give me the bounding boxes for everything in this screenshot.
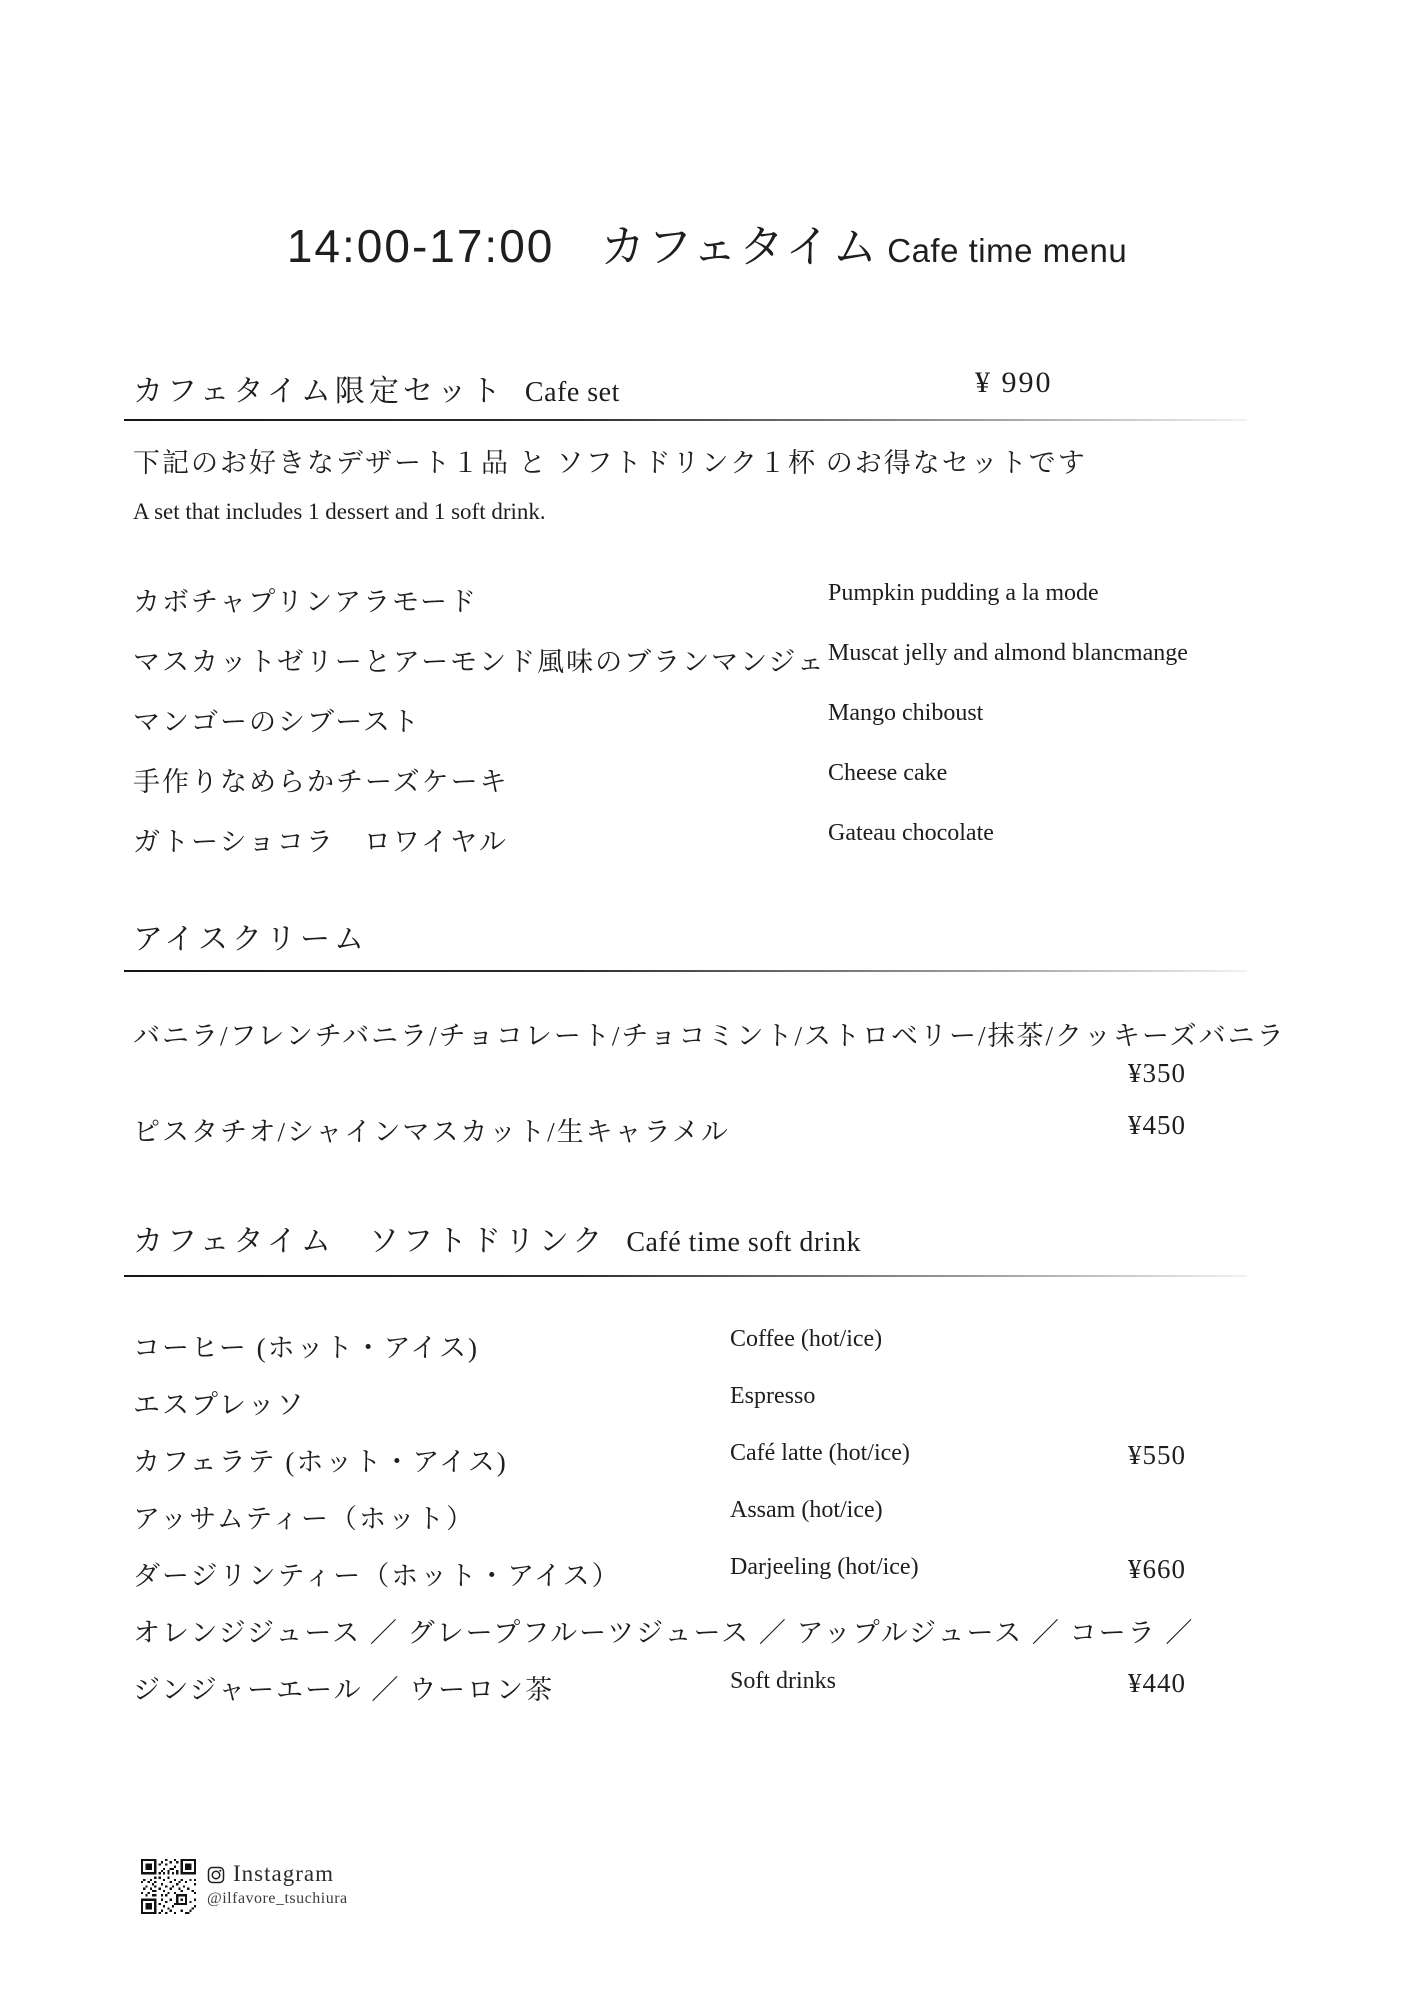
drink-row [133, 1611, 1283, 1668]
drink-name-jp: カフェラテ (ホット・アイス) [133, 1447, 508, 1477]
dessert-row [133, 580, 1283, 640]
ice-cream-heading [133, 914, 368, 958]
cafe-set-description-en: A set that includes 1 dessert and 1 soft drink. [133, 499, 546, 524]
drink-row [133, 1383, 1283, 1440]
drink-name-jp: ダージリンティー（ホット・アイス） [133, 1561, 621, 1591]
drink-name-jp: コーヒー (ホット・アイス) [133, 1333, 479, 1363]
section-divider [124, 970, 1247, 972]
drink-name-en: Coffee (hot/ice) [730, 1326, 883, 1352]
dessert-name-jp: カボチャプリンアラモード [133, 587, 479, 617]
drink-row [133, 1440, 1283, 1497]
cafe-set-heading-en: Cafe set [524, 377, 620, 408]
title-time-range: 14:00-17:00 [286, 220, 555, 272]
drink-row [133, 1326, 1283, 1383]
dessert-name-en: Mango chiboust [828, 700, 984, 726]
cafe-set-heading [133, 366, 1283, 410]
ice-cream-price2: ¥450 [1128, 1110, 1186, 1140]
dessert-name-jp: マスカットゼリーとアーモンド風味のブランマンジェ [133, 647, 826, 677]
drink-name-en: Espresso [730, 1383, 816, 1409]
drink-row [133, 1554, 1283, 1611]
dessert-row [133, 760, 1283, 820]
cafe-set-dessert-list [133, 580, 1283, 880]
dessert-name-en: Pumpkin pudding a la mode [828, 580, 1099, 606]
dessert-name-jp: マンゴーのシブースト [133, 707, 421, 737]
ice-cream-flavors-line2: ピスタチオ/シャインマスカット/生キャラメル [133, 1117, 730, 1147]
drink-price: ¥660 [1128, 1554, 1186, 1584]
drink-name-en: Soft drinks [730, 1668, 837, 1694]
drink-price: ¥550 [1128, 1440, 1186, 1470]
instagram-handle: @ilfavore_tsuchiura [207, 1890, 348, 1907]
page-title [0, 210, 1414, 275]
dessert-row [133, 640, 1283, 700]
cafe-set-description-jp: 下記のお好きなデザート１品 と ソフトドリンク１杯 のお得なセットです [133, 448, 1087, 478]
title-english: Cafe time menu [887, 232, 1128, 269]
drink-name-jp: ジンジャーエール ／ ウーロン茶 [133, 1675, 555, 1705]
soft-drink-heading-jp: カフェタイム ソフトドリンク [133, 1225, 607, 1258]
title-japanese: カフェタイム [600, 221, 880, 272]
dessert-name-en: Cheese cake [828, 760, 948, 786]
drink-row [133, 1668, 1283, 1725]
dessert-name-en: Gateau chocolate [828, 820, 994, 846]
dessert-name-jp: 手作りなめらかチーズケーキ [133, 767, 509, 797]
dessert-row [133, 820, 1283, 880]
dessert-name-en: Muscat jelly and almond blancmange [828, 640, 1188, 666]
drink-name-jp: エスプレッソ [133, 1390, 306, 1420]
ice-cream-price1: ¥350 [1128, 1058, 1186, 1088]
drink-row [133, 1497, 1283, 1554]
qr-code [141, 1858, 196, 1915]
soft-drink-heading [133, 1216, 861, 1260]
soft-drink-heading-en: Café time soft drink [626, 1227, 862, 1258]
drink-name-en: Assam (hot/ice) [730, 1497, 883, 1523]
ice-cream-heading-jp: アイスクリーム [133, 923, 368, 956]
dessert-row [133, 700, 1283, 760]
section-divider [124, 1275, 1247, 1277]
drink-name-en: Café latte (hot/ice) [730, 1440, 910, 1466]
cafe-set-heading-jp: カフェタイム限定セット [133, 375, 505, 408]
drink-name-jp: オレンジジュース ／ グレープフルーツジュース ／ アップルジュース ／ コーラ ／ [133, 1618, 1195, 1648]
drink-name-en: Darjeeling (hot/ice) [730, 1554, 919, 1580]
cafe-set-price: ¥ 990 [975, 366, 1053, 399]
dessert-name-jp: ガトーショコラ ロワイヤル [133, 827, 508, 857]
drink-price: ¥440 [1128, 1668, 1186, 1698]
ice-cream-flavors-line1: バニラ/フレンチバニラ/チョコレート/チョコミント/ストロベリー/抹茶/クッキーズバニラ [133, 1021, 1286, 1051]
section-divider [124, 419, 1247, 421]
instagram-label: Instagram [233, 1861, 334, 1886]
instagram-icon [207, 1866, 225, 1884]
drink-name-jp: アッサムティー（ホット） [133, 1504, 476, 1534]
soft-drink-list [133, 1326, 1283, 1725]
